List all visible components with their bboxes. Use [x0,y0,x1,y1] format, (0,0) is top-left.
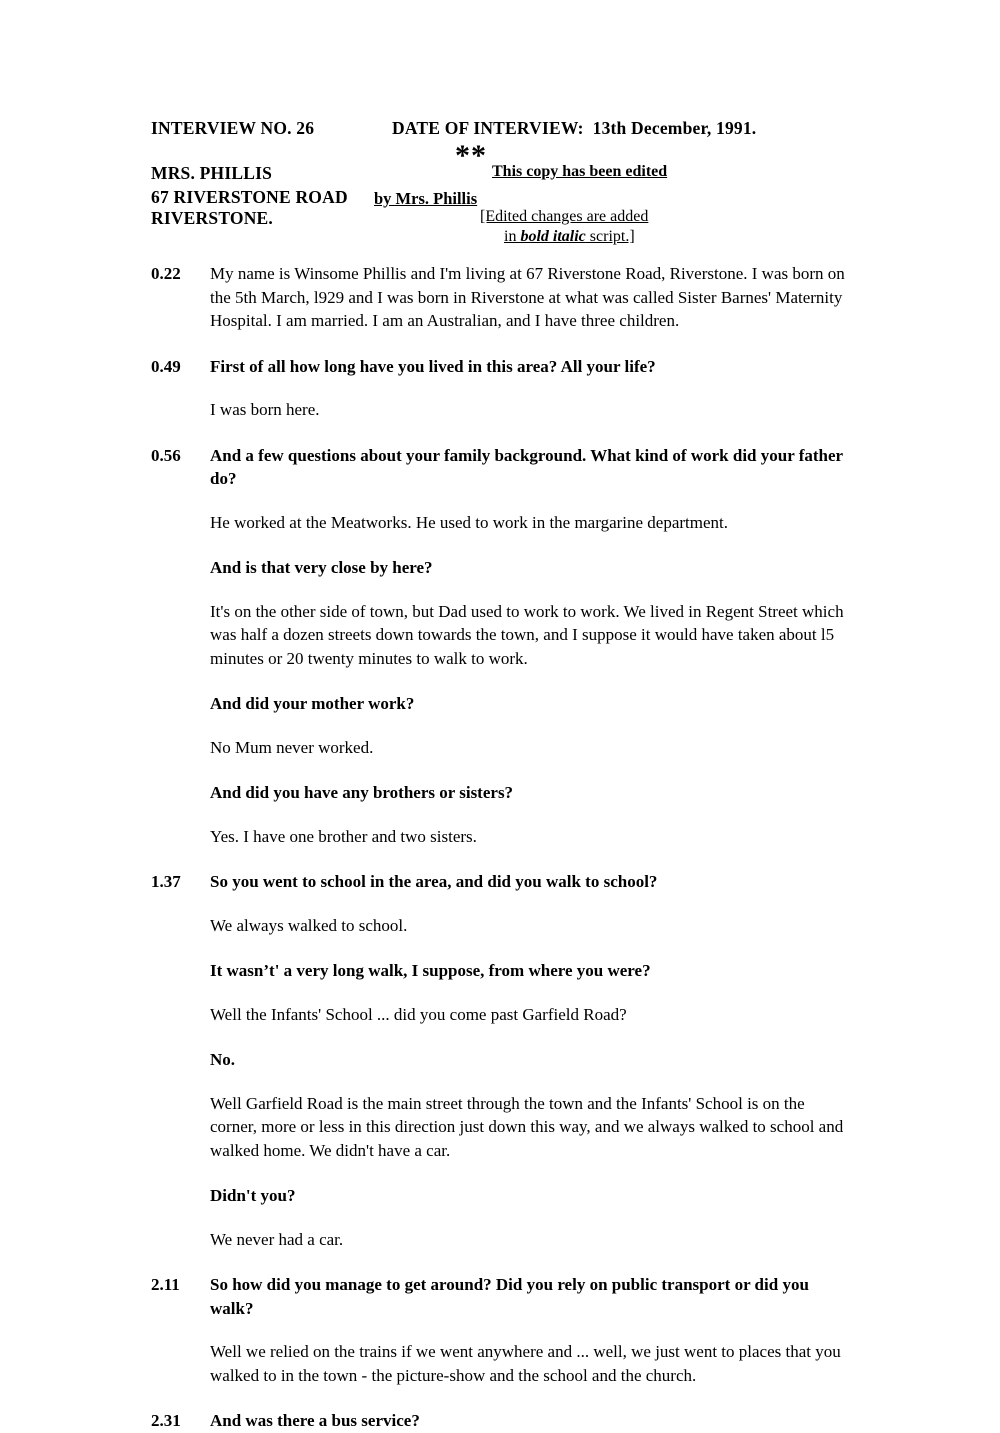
entry-timecode: 0.56 [151,445,181,465]
interviewer-question: And was there a bus service? [210,1411,420,1430]
interviewee-answer: We never had a car. [210,1229,344,1249]
interviewer-question: Didn't you? [210,1186,296,1205]
paragraph-spacer [151,716,851,736]
entry-timecode: 2.31 [151,1411,181,1430]
transcript-entry [151,511,851,535]
paragraph-spacer [151,333,851,355]
interview-date-value: 13th December, 1991. [592,118,757,138]
transcript-entry [151,959,851,983]
asterisk-marker-icon: ** [455,139,487,172]
paragraph-spacer [151,937,851,959]
paragraph-spacer [151,1072,851,1092]
transcript-entry [151,398,851,422]
paragraph-spacer [151,983,851,1003]
interviewee-answer: Well we relied on the trains if we went anywhere and ... well, we just went to places that you walked to in the town - the picture-show and the school and the church. [210,1342,841,1385]
transcript-entry [151,781,851,805]
paragraph-spacer [151,670,851,692]
paragraph-spacer [151,1251,851,1273]
transcript-entry [151,1228,851,1252]
interview-number: INTERVIEW NO. 26 [151,118,315,138]
transcript-entry [151,870,851,894]
interviewee-answer: Well the Infants' School ... did you come past Garfield Road? [210,1004,627,1024]
transcript-entry [151,1003,851,1027]
transcript-entry [151,914,851,938]
paragraph-spacer [151,491,851,511]
interviewee-answer: My name is Winsome Phillis and I'm living at 67 Riverstone Road, Riverstone. I was born on the 5th March, l929 and I was born in Riverstone at what was called Sister Barnes' Maternity Hospital. I am married. I am an Australian, and I have three children. [210,264,845,330]
edited-note-line-1: [Edited changes are added [480,208,649,225]
document-header [151,118,851,144]
interviewee-answer: I was born here. [210,400,320,419]
entry-timecode: 0.22 [151,264,181,283]
transcript-entry [151,600,851,671]
interviewer-question: So you went to school in the area, and did you walk to school? [210,872,658,891]
paragraph-spacer [151,1320,851,1340]
paragraph-spacer [151,894,851,914]
edited-by-attribution: by Mrs. Phillis [374,189,478,208]
transcript-entry [151,736,851,760]
paragraph-spacer [151,534,851,556]
interviewee-address-line-2: RIVERSTONE. [151,208,273,228]
edited-note-prefix: in [504,228,521,245]
transcript-entry [151,1184,851,1208]
interviewer-question: And did you have any brothers or sisters? [210,783,514,802]
entry-timecode: 2.11 [151,1275,180,1294]
edited-notice: This copy has been edited [492,163,668,180]
edited-note-suffix: script.] [585,228,635,245]
interviewer-question: It wasn’t' a very long walk, I suppose, from where you were? [210,961,651,980]
paragraph-spacer [151,805,851,825]
paragraph-spacer [151,580,851,600]
transcript-entry [151,1409,851,1433]
paragraph-spacer [151,378,851,398]
interviewee-answer: He worked at the Meatworks. He used to work in the margarine department. [210,512,729,532]
paragraph-spacer [151,422,851,444]
interviewee-answer: No Mum never worked. [210,737,374,757]
interviewee-answer: Well Garfield Road is the main street through the town and the Infants' School is on the corner, more or less in this direction just down this way, and we always walked to school and walked home. We didn't have a car. [210,1093,844,1160]
interviewee-answer: We always walked to school. [210,915,408,935]
paragraph-spacer [151,1162,851,1184]
paragraph-spacer [151,1208,851,1228]
interviewer-question: So how did you manage to get around? Did you rely on public transport or did you walk? [210,1275,809,1318]
header-top-row [151,118,851,144]
transcript-entry [151,825,851,849]
interview-date-label: DATE OF INTERVIEW: [392,118,584,138]
paragraph-spacer [151,1387,851,1409]
transcript-entry [151,1340,851,1387]
interviewer-question: And did your mother work? [210,694,415,713]
paragraph-spacer [151,1026,851,1048]
interviewee-answer: Yes. I have one brother and two sisters. [210,826,477,846]
entry-timecode: 1.37 [151,872,181,891]
transcript-entry [151,355,851,379]
paragraph-spacer [151,759,851,781]
transcript-entry [151,1048,851,1072]
transcript-entry [151,556,851,580]
interviewer-question: And is that very close by here? [210,558,433,577]
edited-note-line-2 [504,228,635,246]
transcript-body [151,262,851,1433]
transcript-entry [151,1092,851,1163]
interviewer-question: No. [210,1050,236,1069]
interview-date [392,118,756,139]
transcript-entry [151,262,851,333]
transcript-entry [151,692,851,716]
interviewer-question: First of all how long have you lived in this area? All your life? [210,356,656,376]
interviewee-answer: It's on the other side of town, but Dad used to work to work. We lived in Regent Street which was half a dozen streets down towards the town, and I suppose it would have taken about l5 minutes or 20 twenty minutes to walk to work. [210,601,844,668]
transcript-entry [151,444,851,491]
interviewer-question: And a few questions about your family background. What kind of work did your father do? [210,445,843,488]
entry-timecode: 0.49 [151,356,181,376]
transcript-entry [151,1273,851,1320]
interviewee-address-line-1: 67 RIVERSTONE ROAD [151,187,348,207]
interviewee-name: MRS. PHILLIS [151,163,273,183]
paragraph-spacer [151,848,851,870]
edited-note-emphasis: bold italic [520,228,586,245]
